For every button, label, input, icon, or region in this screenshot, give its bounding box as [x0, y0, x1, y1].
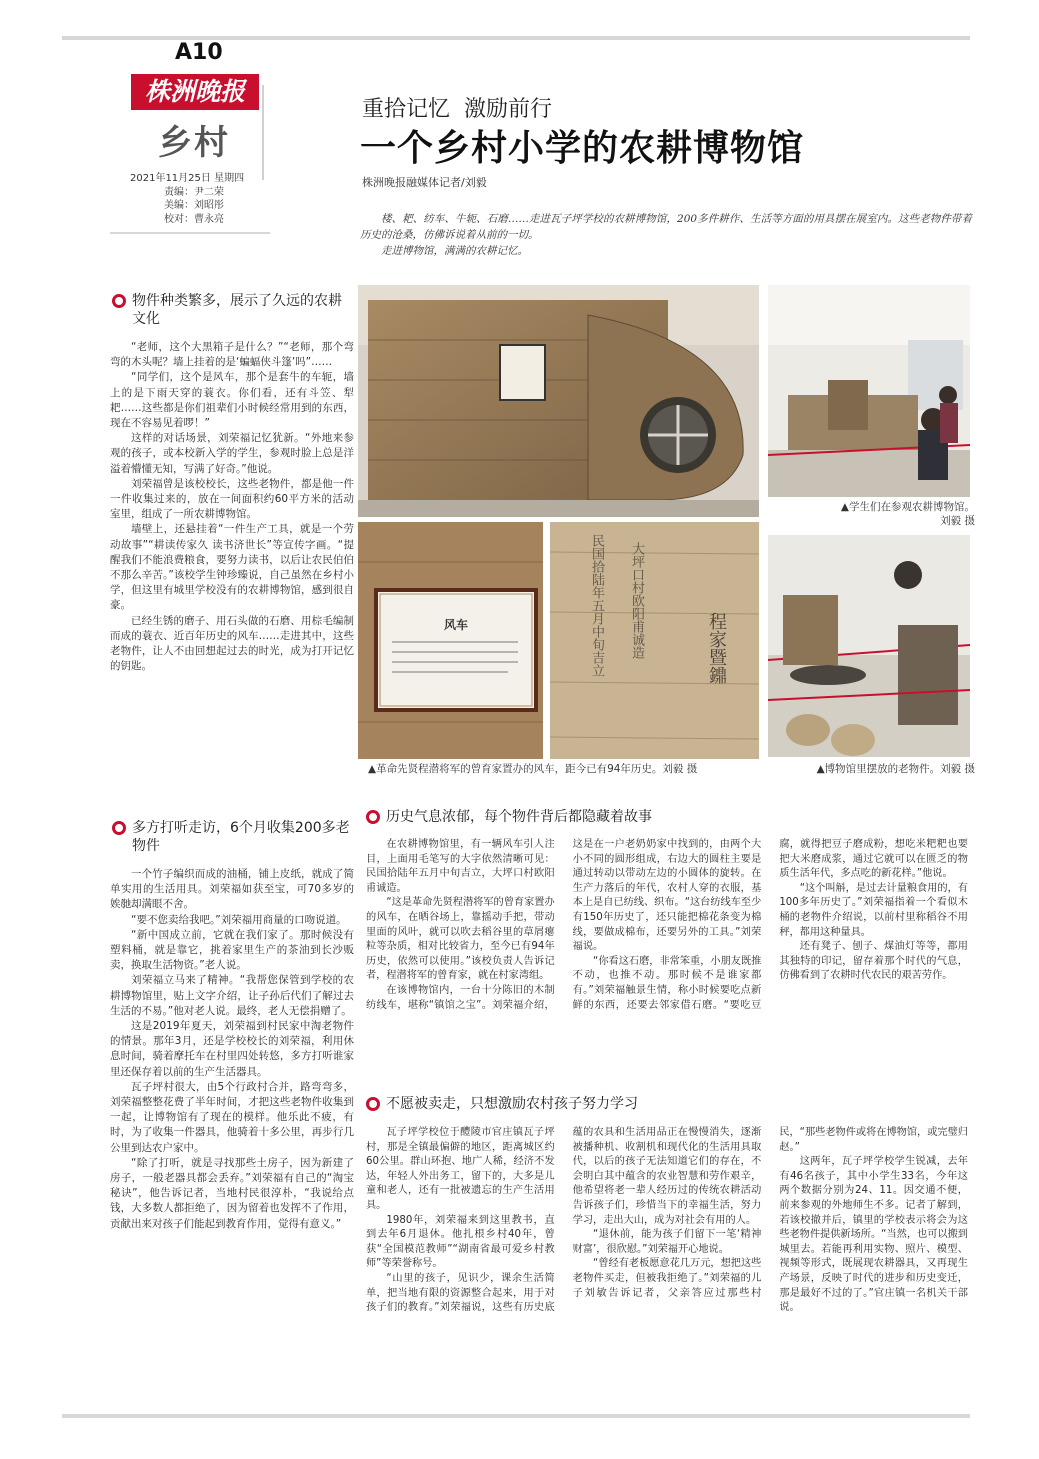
paragraph: 1980年，刘荣福来到这里教书，直到去年6月退休。他扎根乡村40年，曾获“全国模范教师”“湖南省最可爱乡村教师”等荣誉称号。 [366, 1214, 555, 1270]
inscription-text-1: 民国拾陆年五月中旬吉立 [589, 534, 604, 677]
section-3-heading [366, 808, 966, 826]
paragraph: 瓦子坪村很大，由5个行政村合并，路弯弯多，刘荣福整整花费了半年时间，才把这些老物件收集到一起，让博物馆有了现在的模样。他乐此不疲，有时，为了收集一件器具，他骑着十多公里，再步行几公里到达农户家中。 [110, 1080, 354, 1154]
paragraph: “新中国成立前，它就在我们家了。那时候没有塑料桶，就是靠它，挑着家里生产的茶油到长沙贩卖，换取生活物资。”老人说。 [110, 928, 354, 972]
winnower-photo [358, 285, 759, 517]
students-photo-caption [790, 500, 975, 528]
paragraph: 在农耕博物馆里，有一辆风车引人注目，上面用毛笔写的大字依然清晰可见：民国拾陆年五月中旬吉立，大坪口村欧阳甫诚造。 [366, 839, 555, 894]
lead-paragraph: 楼、耙、纺车、牛轭、石磨……走进瓦子坪学校的农耕博物馆，200多件耕作、生活等方面的用具摆在展室内。这些老物件带着历史的沧桑，仿佛诉说着从前的一切。 [360, 213, 972, 241]
bullet-icon [366, 1097, 380, 1111]
masthead-rule [110, 232, 270, 234]
paragraph: “老师，这个大黑箱子是什么？”“老师，那个弯弯的木头呢？墙上挂着的是‘蝙蝠侠斗篷’吗”…… [110, 341, 354, 369]
paragraph: 刘荣福曾是该校校长，这些老物件，都是他一件一件收集过来的，放在一间面积约60平方米的活动室里，组成了一所农耕博物馆。 [110, 477, 354, 521]
paragraph: “山里的孩子，见识少，课余生活简单，把当地有限的资源整合起来，用于对孩子们的教育。”刘荣福说，这些有历史底蕴的农具和生活用品正在慢慢消失，逐渐被播种机、收割机和现代化的生活用具取代，以后的孩子无法知道它们的存在，不会明白其中蕴含的农业智慧和劳作艰辛，他希望将老一辈人经历过的传统农耕活动告诉孩子们，珍惜当下的幸福生活，努力学习，走出大山，成为对社会有用的人。 [366, 1127, 762, 1314]
paragraph: “这个叫斛，是过去计量粮食用的，有100多年历史了。”刘荣福指着一个看似木桶的老物件介绍说，以前村里称稻谷不用秤，都用这种量具。 [779, 882, 968, 938]
page-number: A10 [175, 40, 223, 65]
students-caption-line1: ▲学生们在参观农耕博物馆。 [840, 501, 975, 513]
designer-credit: 美编：刘昭彤 [164, 200, 224, 211]
paper-name-logo: 株洲晚报 [131, 74, 259, 110]
article-title: 一个乡村小学的农耕博物馆 [360, 128, 805, 169]
paragraph: 已经生锈的磨子、用石头做的石磨、用棕毛编制而成的蓑衣、近百年历史的风车……走进其中，这些老物件，让人不由回想起过去的时光，成为打开记忆的钥匙。 [110, 614, 354, 673]
paragraph: 一个竹子编织而成的油桶，铺上皮纸，就成了简单实用的生活用具。刘荣福如获至宝，可70多岁的娭毑却满眼不舍。 [110, 868, 354, 911]
article-kicker: 重拾记忆 激励前行 [362, 97, 552, 122]
paragraph: 刘荣福立马来了精神。“我帮您保管到学校的农耕博物馆里，贴上文字介绍，让子孙后代们了解过去生活的不易。”他对老人说。最终，老人无偿捐赠了。 [110, 974, 354, 1017]
bullet-icon [366, 810, 380, 824]
paragraph: 在该博物馆内，一台十分陈旧的木制纺线车，堪称“镇馆之宝”。刘荣福介绍，这是在一户老奶奶家中找到的，由两个大小不同的圆形组成，右边大的圆柱主要是通过转动以带动左边的小圆体的旋转。在生产力落后的年代，农村人穿的衣服，基本上是自已纺线、织布。“这台纺线车至少有150年历史了，还只能把棉花条变为棉线，要做成棉布，还要另外的工具。”刘荣福说。 [366, 839, 762, 1011]
section-4-title: 不愿被卖走，只想激励农村孩子努力学习 [386, 1096, 638, 1112]
section-3-body [366, 838, 968, 1086]
section-2-heading [112, 819, 352, 855]
section-4-heading [366, 1095, 966, 1113]
issue-info [130, 172, 244, 226]
items-photo-caption: ▲博物馆里摆放的老物件。刘毅 摄 [816, 763, 975, 775]
inscription-photo [550, 522, 759, 759]
paragraph: 还有凳子、刨子、煤油灯等等，都用其独特的印记，留存着那个时代的气息，仿佛看到了农耕时代农民的艰苦劳作。 [779, 941, 968, 982]
wall-sign-title: 风车 [443, 618, 468, 632]
section-1-title: 物件种类繁多，展示了久远的农耕文化 [132, 293, 342, 327]
paragraph: “你看这石磨，非常笨重，小朋友既推不动，也推不动。那时候不是谁家都有。”刘荣福触景生情，称小时候要吃点新鲜的东西，还要去邻家借石磨。“要吃豆腐，就得把豆子磨成粉，想吃米粑粑也要把大米磨成浆，通过它就可以在匮乏的物质生活年代，多点吃的新花样。”他说。 [572, 839, 968, 1011]
bullet-icon [112, 294, 126, 308]
section-3-title: 历史气息浓郁，每个物件背后都隐藏着故事 [386, 809, 652, 825]
inscription-text-2: 大坪口村欧阳甫诚造 [629, 542, 644, 659]
article-byline: 株洲晚报融媒体记者/刘毅 [362, 176, 487, 189]
lead-paragraph: 走进博物馆，满满的农耕记忆。 [381, 245, 528, 257]
paragraph: “退休前，能为孩子们留下一笔‘精神财富’，很欣慰。”刘荣福开心地说。 [572, 1229, 762, 1255]
main-photo-caption: ▲革命先贤程潜将军的曾育家置办的风车，距今已有94年历史。刘毅 摄 [368, 763, 698, 775]
issue-date: 2021年11月25日 星期四 [130, 173, 245, 184]
paragraph: 这是2019年夏天，刘荣福到村民家中淘老物件的情景。那年3月，还是学校校长的刘荣福，利用休息时间，骑着摩托车在村里四处转悠，多方打听谁家里还保存着以前的生产生活器具。 [110, 1020, 354, 1078]
paragraph: 这样的对话场景，刘荣福记忆犹新。“外地来参观的孩子，或本校新入学的学生，参观时脸上总是洋溢着懵懂无知，写满了好奇。”他说。 [110, 432, 354, 475]
inscription-text-3: 程家暨鐤 [706, 612, 727, 684]
section-4-body [366, 1126, 968, 1408]
paragraph: “同学们，这个是风车，那个是套牛的车轭，墙上的是下雨天穿的蓑衣。你们看，还有斗笠、犁耙……这些都是你们祖辈们小时候经常用到的东西，现在不容易见着啰！” [110, 371, 354, 430]
section-2-title: 多方打听走访，6个月收集200多老物件 [132, 820, 350, 854]
museum-items-photo [768, 535, 970, 757]
paragraph: “除了打听，就是寻找那些土房子，因为新建了房子，一般老器具都会丢弃。”刘荣福有自己的“淘宝秘诀”，他告诉记者，当地村民很淳朴，“我说给点钱，大多数人都拒绝了，因为留着也发挥不了作用，贡献出来对孩子们能起到教育作用，觉得有意义。” [110, 1156, 354, 1230]
students-visiting-photo [768, 285, 970, 497]
paragraph: 墙壁上，还悬挂着“一件生产工具，就是一个劳动故事”“耕读传家久 读书济世长”等宣传字画。“提醒我们不能浪费粮食，要努力读书，以后让农民伯伯不那么辛苦。”该校学生钟珍臻说，自己虽然在乡村小学，但这里有城里学校没有的农耕博物馆，感到很自豪。 [110, 523, 354, 612]
paragraph: “这是革命先贤程潜将军的曾育家置办的风车，在晒谷场上，靠摇动手把，带动里面的风叶，就可以吹去稻谷里的草屑瘪粒等杂质，相对比较省力，至今已有94年历史，依然可以使用。”该校负责人告诉记者，程潜将军的曾育家，就在村家湾组。 [366, 897, 555, 982]
article-lead [360, 211, 972, 259]
editor-credit: 责编：尹二荣 [164, 186, 224, 198]
section-1-body [110, 340, 354, 674]
paragraph: 瓦子坪学校位于醴陵市官庄镇瓦子坪村，那是全镇最偏僻的地区，距离城区约60公里。群山环抱、地广人稀，经济不发达，年轻人外出务工，留下的，大多是儿童和老人，还有一批被遗忘的生产生活用具。 [366, 1127, 555, 1211]
wall-sign-photo [358, 522, 543, 759]
section-title: 乡村 [158, 123, 230, 163]
bullet-icon [112, 821, 126, 835]
bottom-rule [62, 1414, 970, 1418]
section-2-body [110, 867, 354, 1232]
paragraph: 这两年，瓦子坪学校学生锐减，去年有46名孩子，其中小学生33名，今年这两个数据分别为24、11。因交通不便，前来参观的外地师生不多。记者了解到，若该校撤并后，镇里的学校表示将会为这些老物件提供新场所。“当然，也可以搬到城里去。若能再利用实物、照片、模型、视频等形式，既展现农耕器具，又再现生产场景，反映了时代的进步和历史变迁，那是最好不过的了。”官庄镇一名机关干部说。 [779, 1156, 968, 1314]
paragraph: “要不您卖给我吧。”刘荣福用商量的口吻说道。 [131, 913, 347, 926]
students-caption-line2: 刘毅 摄 [940, 515, 975, 527]
proofreader-credit: 校对：曹永亮 [164, 213, 224, 225]
paragraph: “曾经有老板愿意花几万元，想把这些老物件买走，但被我拒绝了。”刘荣福的儿子刘敏告诉记者，父亲答应过那些村民，“那些老物件或将在博物馆，或完璧归赵。” [572, 1127, 968, 1299]
vertical-divider [262, 85, 264, 180]
section-1-heading [112, 292, 352, 328]
